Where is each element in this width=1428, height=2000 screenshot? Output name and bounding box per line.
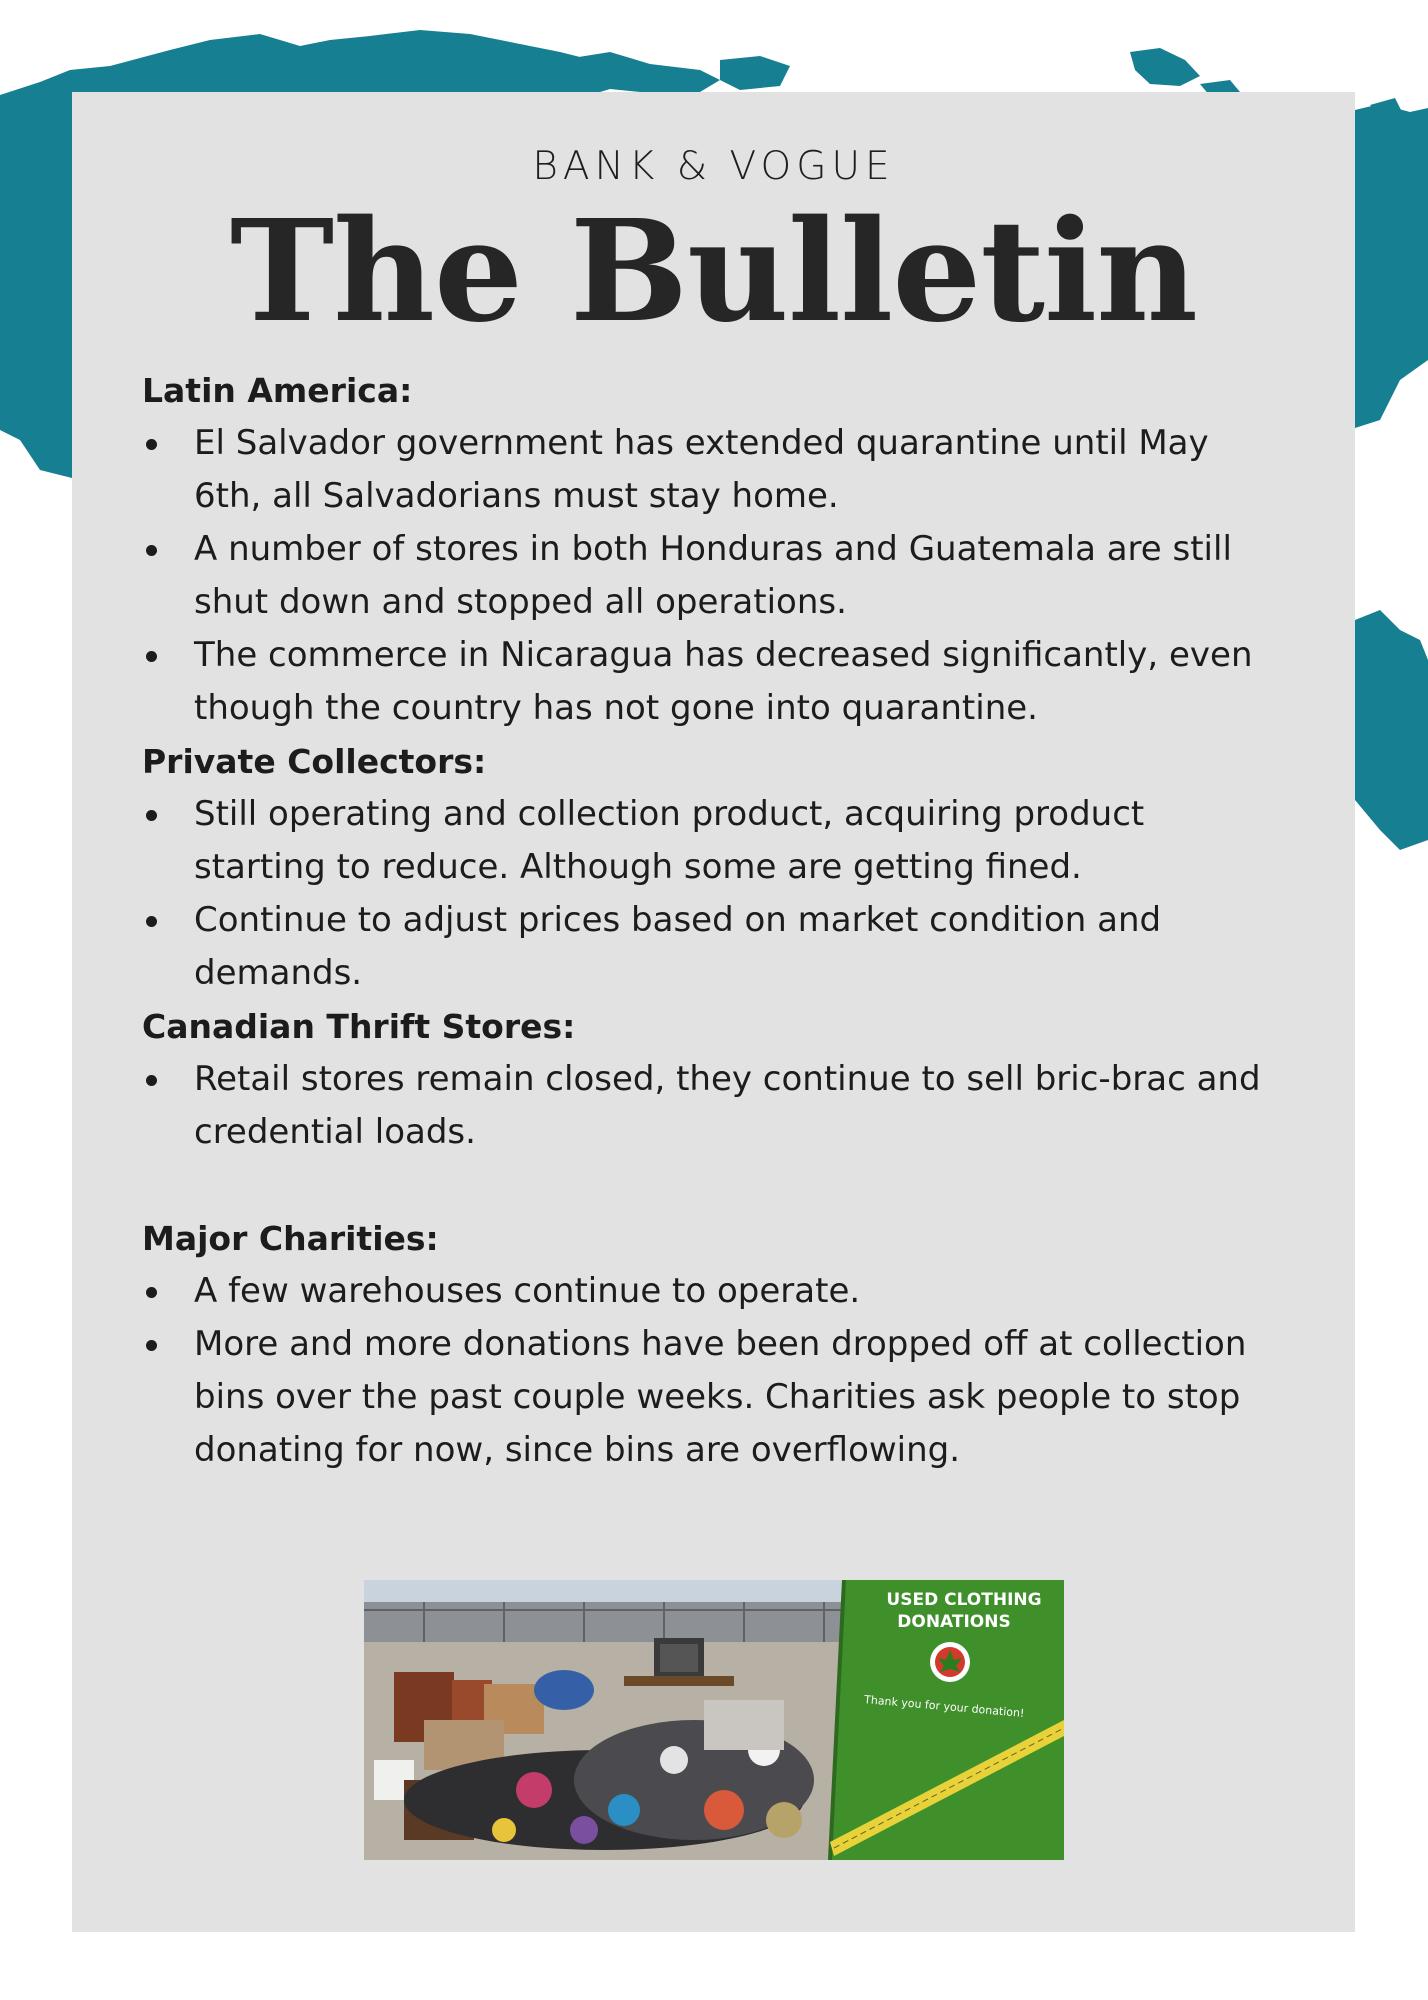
- bullet-list: [142, 417, 1282, 735]
- list-item-text: A number of stores in both Honduras and Guatemala are still shut down and stopped all operations.: [194, 529, 1232, 622]
- bullet-icon: [146, 916, 157, 927]
- bullet-icon: [146, 1287, 157, 1298]
- list-item: [142, 1318, 1282, 1477]
- section-heading: Private Collectors:: [142, 742, 487, 781]
- list-item: [142, 1265, 1282, 1318]
- list-item-text: The commerce in Nicaragua has decreased significantly, even though the country has not gone into quarantine.: [194, 635, 1253, 728]
- section-latin-america: [142, 364, 1282, 735]
- bullet-icon: [146, 651, 157, 662]
- list-item-text: Continue to adjust prices based on market condition and demands.: [194, 900, 1162, 993]
- list-item: [142, 894, 1282, 1000]
- list-item: [142, 788, 1282, 894]
- list-item-text: Retail stores remain closed, they continue to sell bric-brac and credential loads.: [194, 1059, 1261, 1152]
- bullet-list: [142, 1265, 1282, 1477]
- section-canadian-thrift-stores: [142, 1000, 1282, 1159]
- bin-sign-line2: DONATIONS: [897, 1612, 1011, 1632]
- section-spacer: [142, 1159, 1282, 1212]
- maple-leaf-logo-icon: [930, 1642, 970, 1682]
- list-item: [142, 629, 1282, 735]
- bin-sign-line1: USED CLOTHING: [886, 1590, 1042, 1610]
- bullet-icon: [146, 1075, 157, 1086]
- donation-bin-photo: [364, 1580, 1064, 1860]
- bullet-icon: [146, 1340, 157, 1351]
- section-heading: Canadian Thrift Stores:: [142, 1007, 576, 1046]
- list-item-text: Still operating and collection product, acquiring product starting to reduce. Although some are getting fined.: [194, 794, 1145, 887]
- section-major-charities: [142, 1212, 1282, 1477]
- bullet-list: [142, 788, 1282, 1000]
- list-item: [142, 523, 1282, 629]
- list-item-text: More and more donations have been dropped off at collection bins over the past couple weeks. Charities ask people to stop donating for now, since bins are overflowing.: [194, 1324, 1247, 1470]
- bullet-icon: [146, 545, 157, 556]
- list-item: [142, 417, 1282, 523]
- list-item-text: El Salvador government has extended quarantine until May 6th, all Salvadorians must stay home.: [194, 423, 1209, 516]
- list-item: [142, 1053, 1282, 1159]
- bullet-icon: [146, 810, 157, 821]
- bullet-icon: [146, 439, 157, 450]
- section-private-collectors: [142, 735, 1282, 1000]
- masthead: BANK & VOGUE: [532, 144, 895, 189]
- bulletin-content: [142, 364, 1282, 1477]
- bulletin-panel: [72, 92, 1355, 1932]
- bin-thanks-text: Thank you for your donation!: [863, 1693, 1025, 1720]
- page-title: The Bulletin: [230, 190, 1197, 354]
- list-item-text: A few warehouses continue to operate.: [194, 1271, 861, 1311]
- section-heading: Latin America:: [142, 371, 413, 410]
- section-heading: Major Charities:: [142, 1219, 439, 1258]
- bullet-list: [142, 1053, 1282, 1159]
